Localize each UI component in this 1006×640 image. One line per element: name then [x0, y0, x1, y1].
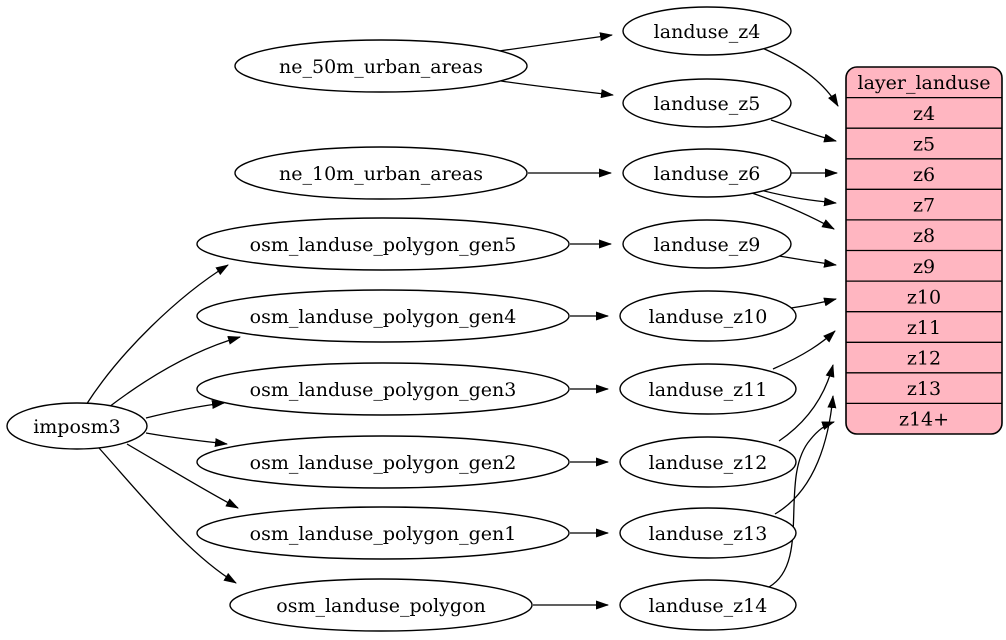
node-imposm3-label: imposm3 — [33, 416, 121, 438]
table-row-z14plus: z14+ — [898, 408, 950, 431]
node-landuse_z9 — [623, 220, 791, 268]
table-row-z12: z12 — [906, 347, 942, 370]
edge-imposm3-to-osm_landuse_polygon_gen2 — [146, 433, 227, 444]
node-landuse_z4 — [623, 7, 791, 55]
node-osm_landuse_polygon_gen2-label: osm_landuse_polygon_gen2 — [249, 452, 517, 474]
node-osm_landuse_polygon_gen4 — [197, 290, 569, 342]
node-landuse_z10 — [620, 291, 796, 341]
table-layer_landuse — [846, 67, 1002, 434]
edge-landuse_z11-to-row-z11 — [773, 331, 835, 369]
edge-landuse_z9-to-row-z9 — [779, 256, 836, 265]
table-row-z4: z4 — [912, 103, 936, 125]
edge-landuse_z5-to-row-z5 — [771, 120, 836, 141]
node-osm_landuse_polygon_gen3-label: osm_landuse_polygon_gen3 — [249, 379, 517, 401]
node-landuse_z9-label: landuse_z9 — [653, 234, 761, 256]
node-landuse_z11-label: landuse_z11 — [648, 379, 768, 401]
node-landuse_z10-label: landuse_z10 — [648, 306, 768, 328]
node-landuse_z5-label: landuse_z5 — [653, 93, 761, 115]
node-landuse_z14 — [620, 580, 796, 630]
table-row-z9: z9 — [912, 255, 936, 278]
table-row-z5: z5 — [912, 133, 936, 156]
table-row-z11: z11 — [906, 317, 942, 339]
table-row-z7: z7 — [912, 194, 936, 217]
node-ne_10m_urban_areas-label: ne_10m_urban_areas — [279, 163, 483, 185]
edge-imposm3-to-osm_landuse_polygon_gen3 — [146, 403, 224, 418]
edge-landuse_z10-to-row-z10 — [791, 299, 836, 308]
node-ne_10m_urban_areas — [235, 147, 527, 199]
node-imposm3 — [7, 403, 147, 449]
node-landuse_z12-label: landuse_z12 — [648, 452, 768, 474]
node-landuse_z14-label: landuse_z14 — [648, 595, 768, 617]
node-landuse_z12 — [620, 437, 796, 487]
node-ne_50m_urban_areas — [235, 40, 527, 92]
node-ne_50m_urban_areas-label: ne_50m_urban_areas — [279, 56, 483, 78]
node-osm_landuse_polygon_gen3 — [197, 363, 569, 415]
table-row-z6: z6 — [912, 164, 936, 186]
edge-ne_50m_urban_areas-to-landuse_z5 — [501, 81, 613, 95]
table-row-z10: z10 — [906, 286, 942, 309]
edge-landuse_z12-to-row-z12 — [779, 365, 833, 441]
node-osm_landuse_polygon_gen5-label: osm_landuse_polygon_gen5 — [249, 234, 517, 256]
node-osm_landuse_polygon_gen2 — [197, 436, 569, 488]
edge-landuse_z6-to-row-z7 — [756, 189, 836, 203]
node-osm_landuse_polygon-label: osm_landuse_polygon — [276, 595, 486, 617]
node-osm_landuse_polygon — [230, 579, 532, 631]
nodes-layer — [7, 7, 796, 631]
node-osm_landuse_polygon_gen1-label: osm_landuse_polygon_gen1 — [249, 523, 517, 545]
edge-ne_50m_urban_areas-to-landuse_z4 — [499, 35, 612, 51]
table-row-z13: z13 — [906, 378, 942, 401]
node-landuse_z5 — [623, 79, 791, 127]
node-landuse_z13 — [620, 508, 796, 558]
node-landuse_z6 — [623, 149, 791, 197]
node-osm_landuse_polygon_gen1 — [197, 507, 569, 559]
node-landuse_z13-label: landuse_z13 — [648, 523, 768, 545]
node-osm_landuse_polygon_gen4-label: osm_landuse_polygon_gen4 — [249, 306, 517, 328]
node-landuse_z6-label: landuse_z6 — [653, 163, 761, 185]
node-osm_landuse_polygon_gen5 — [197, 218, 569, 270]
table-row-z8: z8 — [912, 225, 936, 248]
node-landuse_z4-label: landuse_z4 — [653, 21, 761, 43]
node-landuse_z11 — [620, 364, 796, 414]
table-title: layer_landuse — [857, 72, 991, 94]
